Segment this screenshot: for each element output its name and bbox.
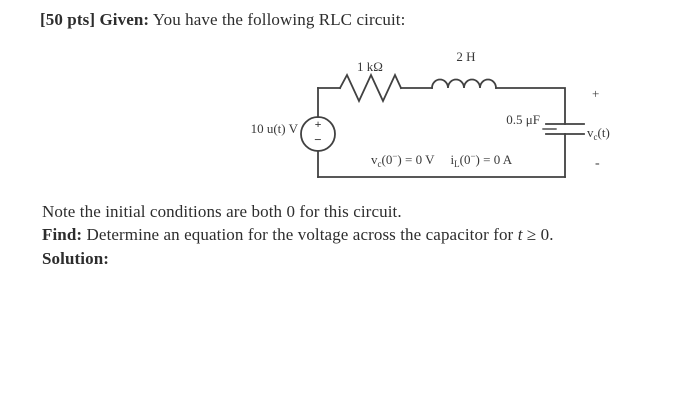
- find-line: [42, 223, 554, 246]
- find-variable: t: [517, 225, 523, 245]
- ic-i-close: ) = 0 A: [475, 152, 513, 167]
- capacitor-polarity-minus: -: [595, 156, 600, 171]
- vc-args: (t): [597, 125, 610, 140]
- given-label: Given:: [99, 10, 150, 29]
- problem-body: [42, 200, 554, 270]
- ic-v-open: (0: [381, 152, 393, 167]
- note-line: [42, 200, 554, 223]
- vc-subscript: c: [593, 132, 598, 142]
- ic-i-superscript: −: [470, 151, 476, 161]
- find-label: Find:: [42, 225, 83, 245]
- capacitor-polarity-plus: +: [592, 86, 600, 101]
- initial-conditions: [371, 151, 512, 169]
- note-text: Note the initial conditions are both 0 for this circuit.: [42, 202, 402, 221]
- source-plus-sign: +: [314, 117, 322, 131]
- ic-v-superscript: −: [392, 151, 398, 161]
- resistor-value-label: 1 kΩ: [357, 59, 383, 74]
- ic-v-close: ) = 0 V: [397, 152, 435, 167]
- find-tail: ≥ 0.: [526, 225, 554, 245]
- inductor-symbol: [432, 80, 496, 89]
- ic-v-symbol: v: [371, 152, 378, 167]
- resistor-symbol: [340, 75, 401, 101]
- ic-v-subscript: c: [377, 159, 382, 169]
- capacitor-value-label: 0.5 μF: [506, 112, 540, 127]
- vc-symbol: v: [587, 125, 594, 140]
- solution-label: Solution:: [42, 248, 110, 268]
- capacitor-voltage-label: [587, 125, 610, 142]
- title-text: You have the following RLC circuit:: [152, 10, 406, 29]
- find-text: Determine an equation for the voltage across the capacitor for: [86, 225, 514, 245]
- source-minus-sign: −: [314, 132, 322, 147]
- inductor-value-label: 2 H: [456, 49, 476, 64]
- points-label: [50 pts]: [40, 10, 96, 29]
- ic-voltage: [371, 152, 435, 167]
- source-value-label: 10 u(t) V: [250, 121, 298, 136]
- ic-i-symbol: i: [450, 152, 455, 167]
- solution-line: [42, 247, 554, 270]
- ic-current: [451, 152, 513, 167]
- ic-i-subscript: L: [454, 159, 460, 169]
- ic-i-open: (0: [459, 152, 471, 167]
